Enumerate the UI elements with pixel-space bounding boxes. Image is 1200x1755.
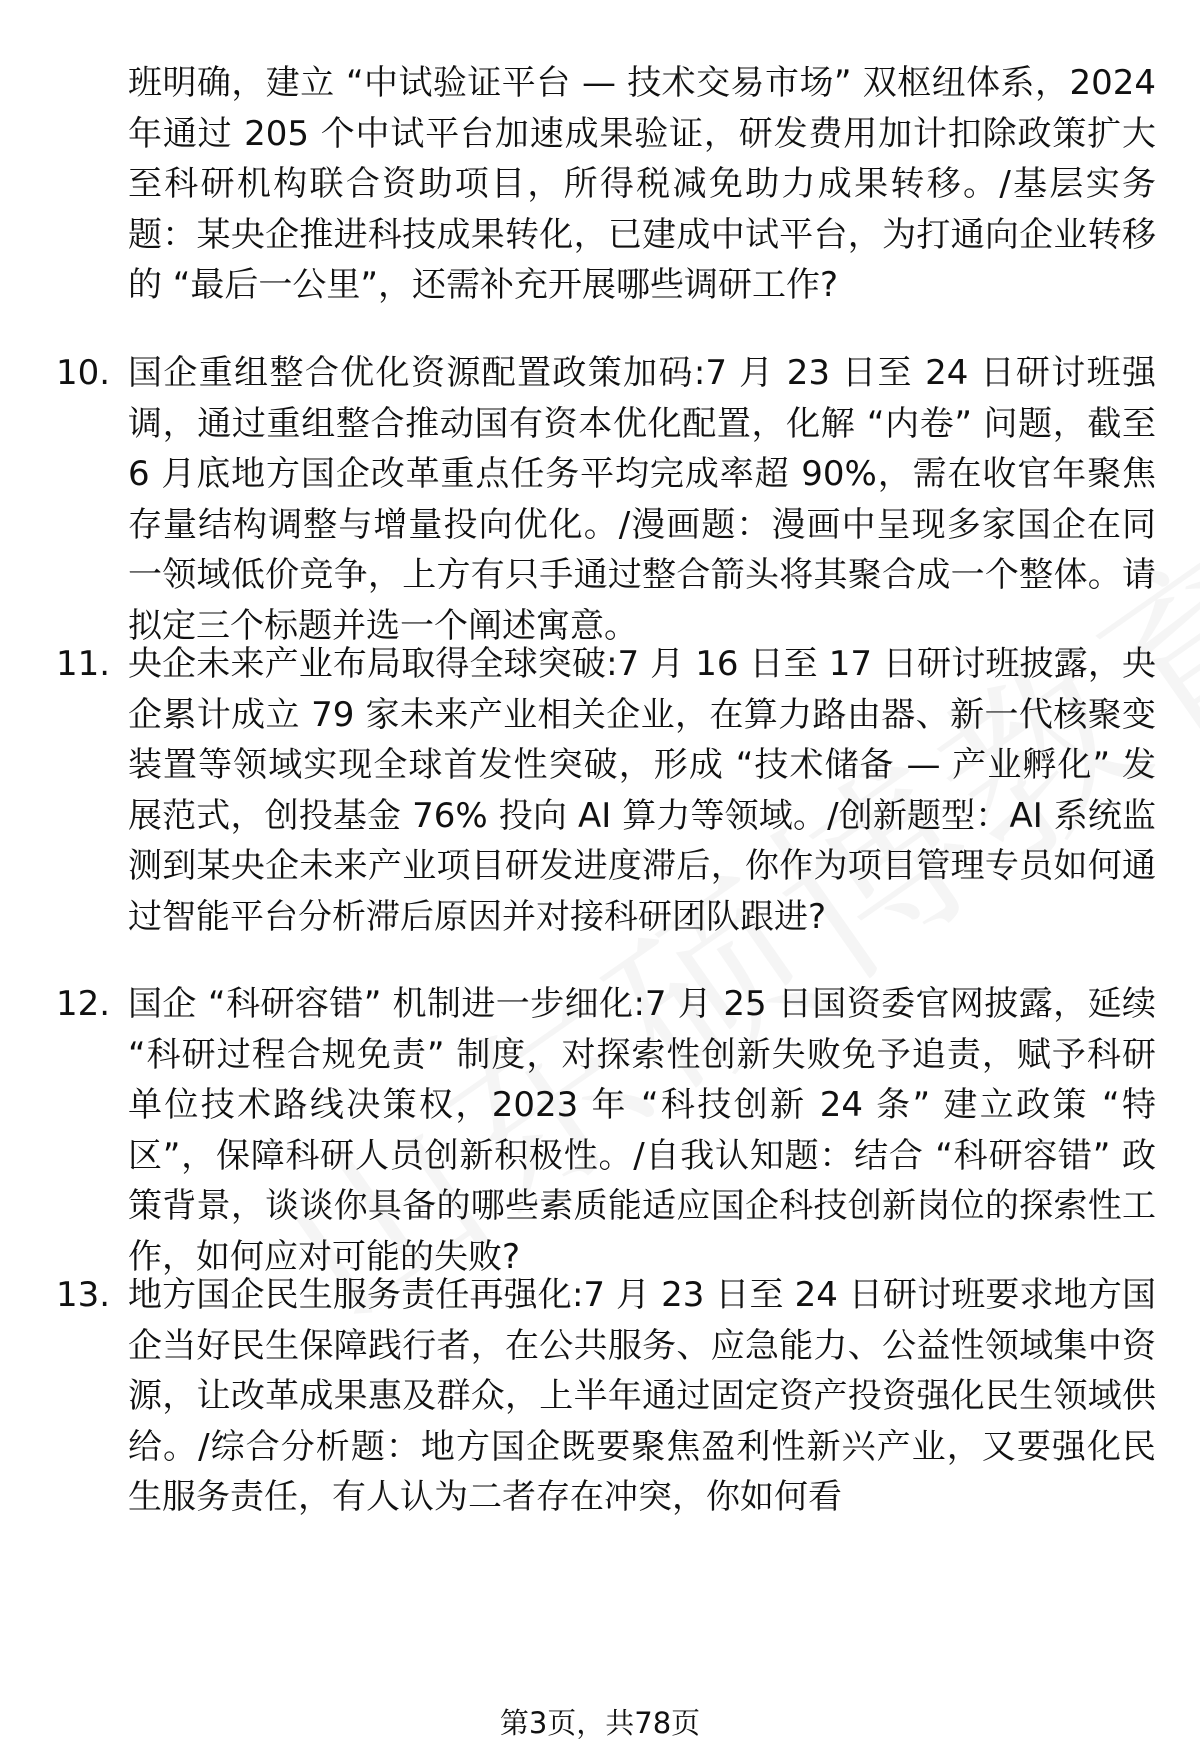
list-item-10 <box>56 348 1156 652</box>
item-number: 13. <box>56 1275 111 1315</box>
page-number-footer: 第3页，共78页 <box>499 1706 701 1740</box>
item-number: 12. <box>56 984 111 1024</box>
item-text: 地方国企民生服务责任再强化:7 月 23 日至 24 日研讨班要求地方国企当好民生保障践行者，在公共服务、应急能力、公益性领域集中资源，让改革成果惠及群众，上半年通过固定资产投资强化民生领域供给。/综合分析题：地方国企既要聚焦盈利性新兴产业，又要强化民生服务责任，有人认为二者存在冲突，你如何看 <box>128 1275 1156 1518</box>
list-item-13 <box>56 1270 1156 1523</box>
item-text: 国企重组整合优化资源配置政策加码:7 月 23 日至 24 日研讨班强调，通过重组整合推动国有资本优化配置，化解 “内卷” 问题，截至 6 月底地方国企改革重点任务平均完成率超 90%，需在收官年聚焦存量结构调整与增量投向优化。/漫画题：漫画中呈现多家国企在同一领域低价竞争，上方有只手通过整合箭头将其聚合成一个整体。请拟定三个标题并选一个阐述寓意。 <box>128 353 1156 646</box>
item-text: 班明确，建立 “中试验证平台 — 技术交易市场” 双枢纽体系，2024 年通过 205 个中试平台加速成果验证，研发费用加计扣除政策扩大至科研机构联合资助项目，所得税减免助力成果转移。/基层实务题：某央企推进科技成果转化，已建成中试平台，为打通向企业转移的 “最后一公里”，还需补充开展哪些调研工作? <box>128 63 1156 306</box>
item-number: 10. <box>56 353 111 393</box>
item-number: 11. <box>56 644 111 684</box>
list-item-11 <box>56 639 1156 943</box>
item-text: 央企未来产业布局取得全球突破:7 月 16 日至 17 日研讨班披露，央企累计成立 79 家未来产业相关企业，在算力路由器、新一代核聚变装置等领域实现全球首发性突破，形成 “技术储备 — 产业孵化” 发展范式，创投基金 76% 投向 AI 算力等领域。/创新题型：AI 系统监测到某央企未来产业项目研发进度滞后，你作为项目管理专员如何通过智能平台分析滞后原因并对接科研团队跟进? <box>128 644 1156 937</box>
item-text: 国企 “科研容错” 机制进一步细化:7 月 25 日国资委官网披露，延续 “科研过程合规免责” 制度，对探索性创新失败免予追责，赋予科研单位技术路线决策权，2023 年 “科技创新 24 条” 建立政策 “特区”，保障科研人员创新积极性。/自我认知题：结合 “科研容错” 政策背景，谈谈你具备的哪些素质能适应国企科技创新岗位的探索性工作，如何应对可能的失败? <box>128 984 1156 1277</box>
list-item-continued <box>56 58 1156 311</box>
list-item-12 <box>56 979 1156 1283</box>
